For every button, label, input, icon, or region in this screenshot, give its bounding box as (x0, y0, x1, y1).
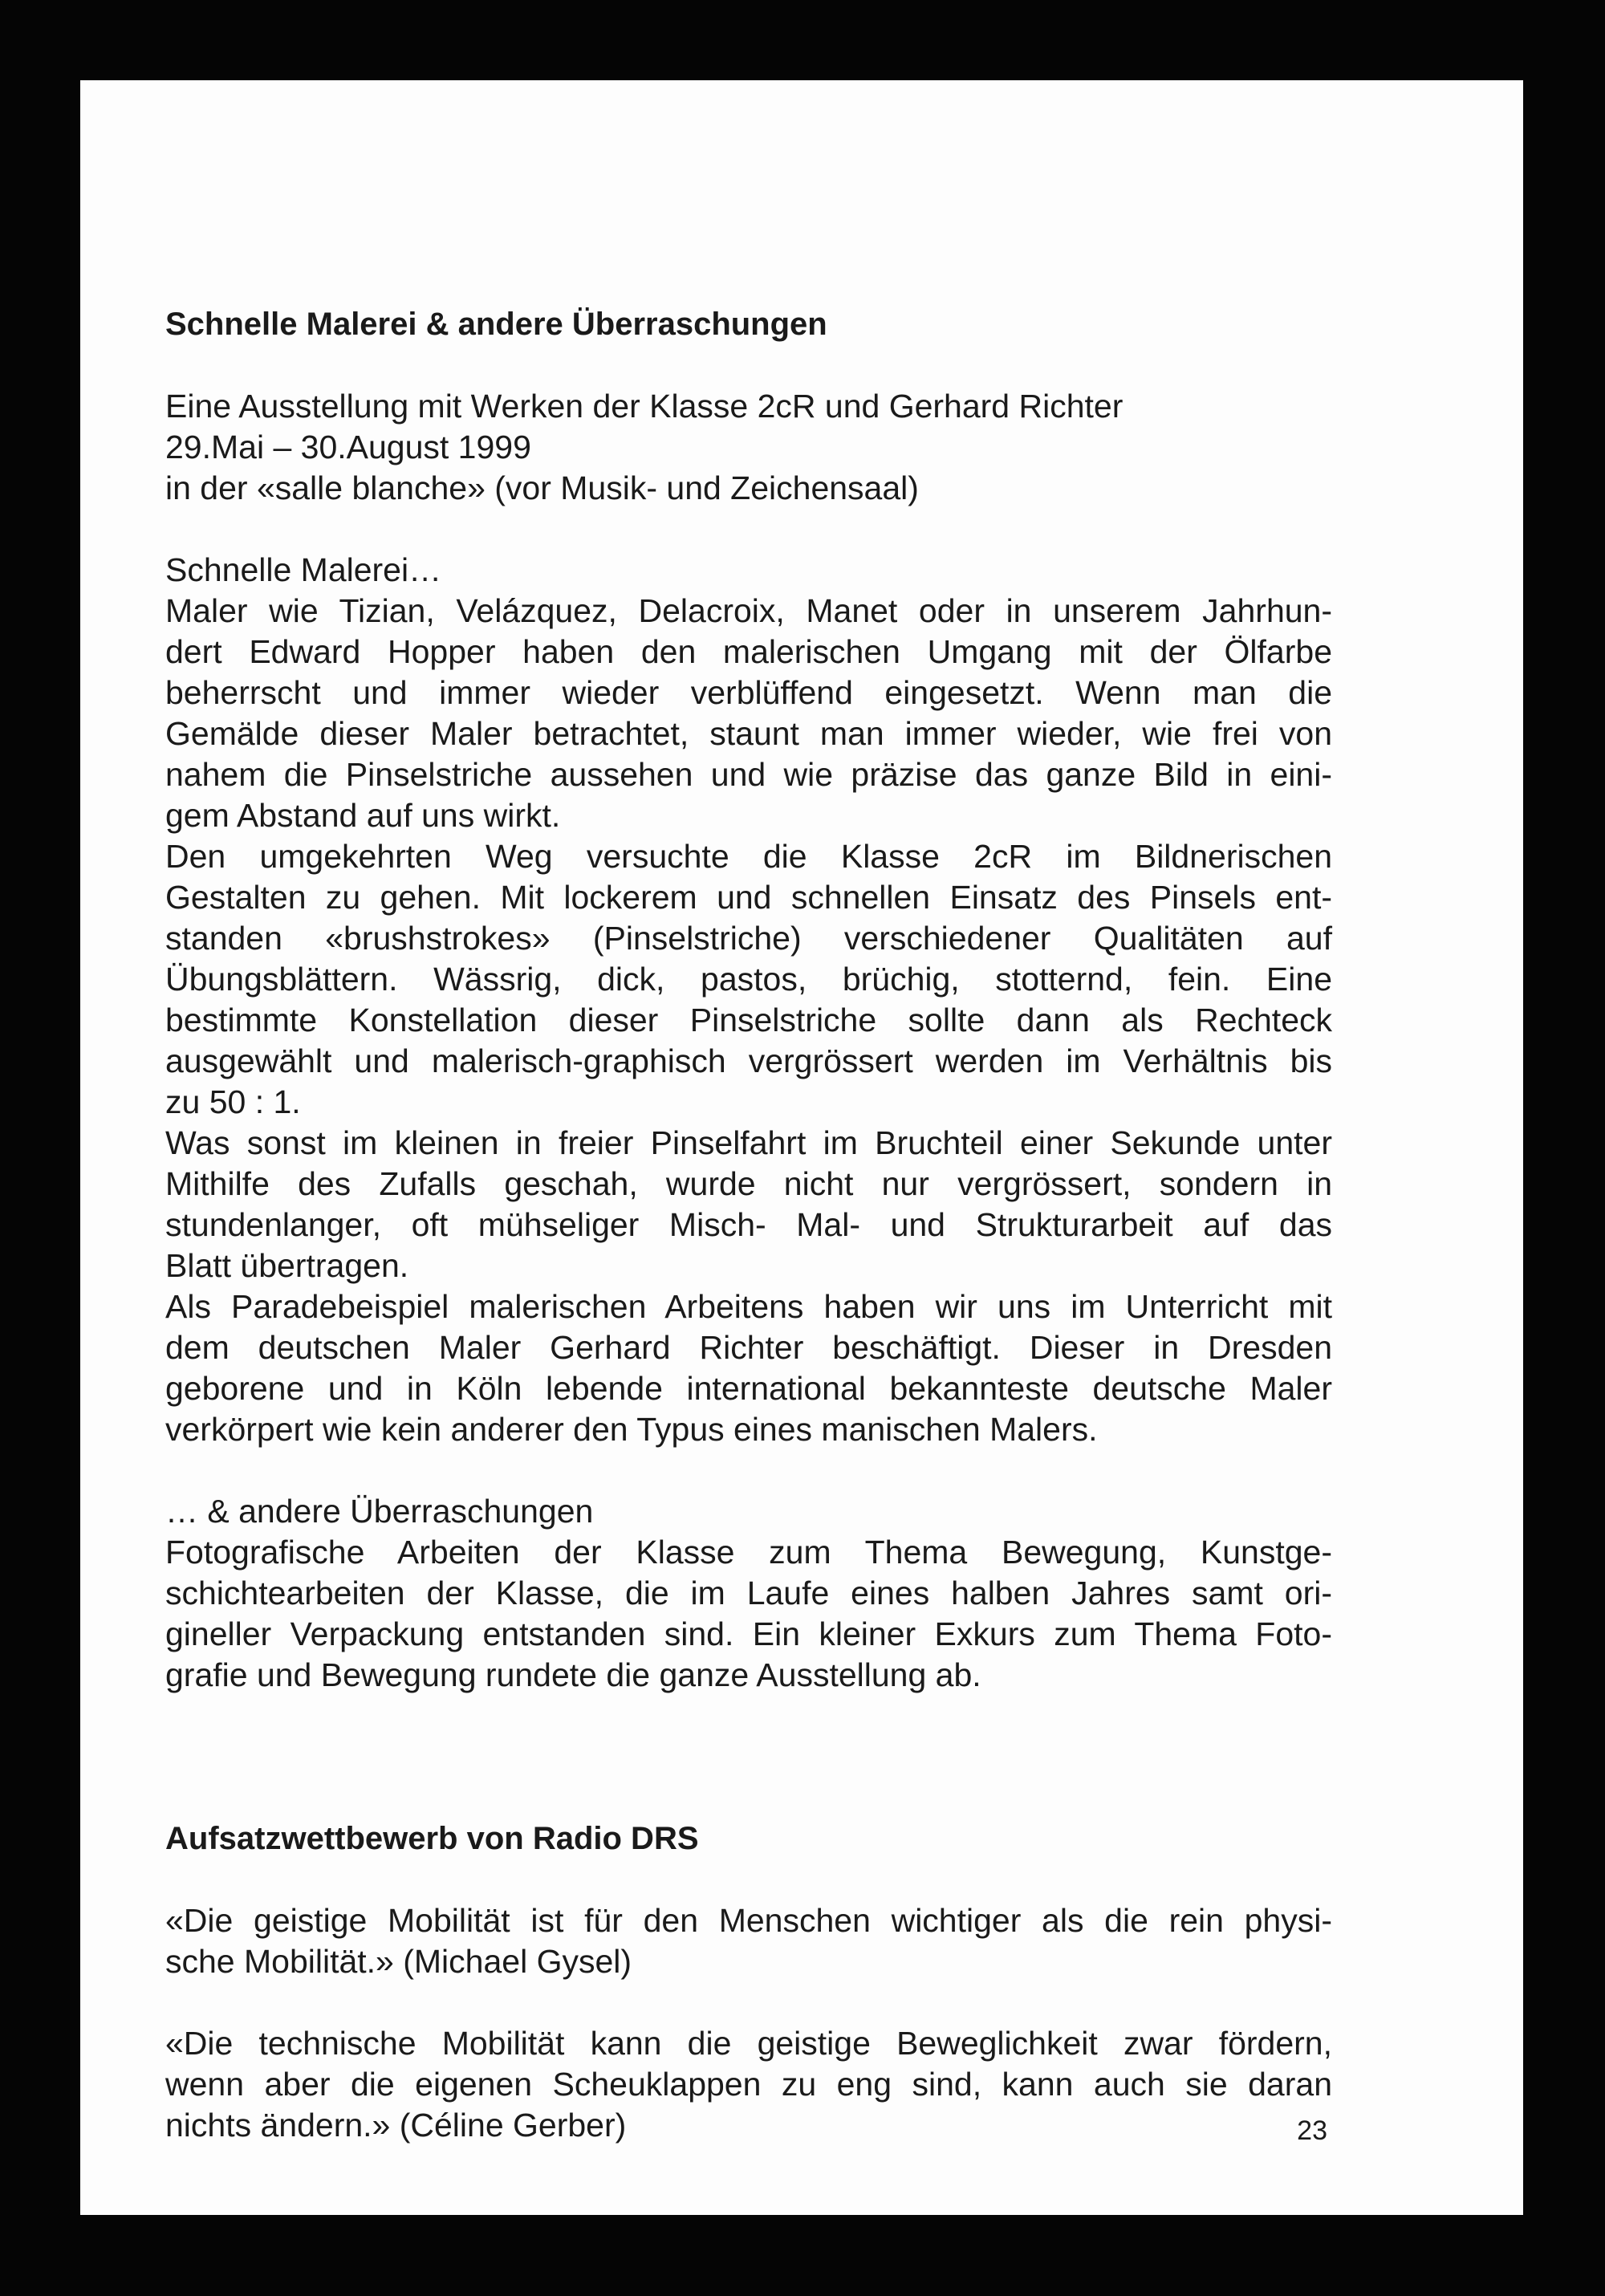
paragraph (165, 836, 1332, 1123)
text-line: ausgewählt und malerisch-graphisch vergrössert werden im Verhältnis bis (165, 1042, 1332, 1079)
text-line: zu 50 : 1. (165, 1083, 301, 1120)
spacer (165, 345, 1332, 386)
heading-text: Schnelle Malerei & andere Überraschungen (165, 307, 827, 342)
text-line: dem deutschen Maler Gerhard Richter beschäftigt. Dieser in Dresden (165, 1329, 1332, 1366)
spacer (165, 1737, 1332, 1778)
text-line: standen «brushstrokes» (Pinselstriche) verschiedener Qualitäten auf (165, 920, 1332, 957)
document-page (80, 80, 1523, 2215)
paragraph (165, 591, 1332, 836)
text-line: sche Mobilität.» (Michael Gysel) (165, 1943, 632, 1980)
text-line: Mithilfe des Zufalls geschah, wurde nicht nur vergrössert, sondern in (165, 1165, 1332, 1202)
spacer (165, 1859, 1332, 1900)
text-line: Eine Ausstellung mit Werken der Klasse 2cR und Gerhard Richter (165, 388, 1124, 425)
text-line: Übungsblättern. Wässrig, dick, pastos, brüchig, stotternd, fein. Eine (165, 961, 1332, 998)
heading-text: Aufsatzwettbewerb von Radio DRS (165, 1821, 699, 1856)
text-line: gineller Verpackung entstanden sind. Ein kleiner Exkurs zum Thema Foto- (165, 1615, 1332, 1652)
text-line: wenn aber die eigenen Scheuklappen zu eng sind, kann auch sie daran (165, 2066, 1332, 2103)
text-line: Als Paradebeispiel malerischen Arbeitens haben wir uns im Unterricht mit (165, 1288, 1332, 1325)
spacer (165, 1696, 1332, 1737)
spacer (165, 509, 1332, 550)
text-line: Den umgekehrten Weg versuchte die Klasse 2cR im Bildnerischen (165, 838, 1332, 875)
text-line: Gestalten zu gehen. Mit lockerem und schnellen Einsatz des Pinsels ent- (165, 879, 1332, 916)
text-line: «Die technische Mobilität kann die geistige Beweglichkeit zwar fördern, (165, 2025, 1332, 2062)
paragraph (165, 1532, 1332, 1696)
label-block (165, 550, 1332, 591)
text-line: grafie und Bewegung rundete die ganze Ausstellung ab. (165, 1656, 981, 1693)
spacer (165, 1450, 1332, 1491)
text-line: beherrscht und immer wieder verblüffend eingesetzt. Wenn man die (165, 674, 1332, 711)
paragraph (165, 2023, 1332, 2146)
page-number: 23 (1297, 2115, 1327, 2146)
text-line: «Die geistige Mobilität ist für den Menschen wichtiger als die rein physi- (165, 1902, 1332, 1939)
section-heading (165, 304, 1332, 345)
text-line: Was sonst im kleinen in freier Pinselfahrt im Bruchteil einer Sekunde unter (165, 1124, 1332, 1161)
document-body (165, 304, 1332, 2146)
spacer (165, 1982, 1332, 2023)
label-block (165, 1491, 1332, 1532)
info-block (165, 386, 1332, 509)
text-line: Maler wie Tizian, Velázquez, Delacroix, Manet oder in unserem Jahrhun- (165, 592, 1332, 629)
text-line: verkörpert wie kein anderer den Typus eines manischen Malers. (165, 1411, 1098, 1448)
text-line: gem Abstand auf uns wirkt. (165, 797, 561, 834)
text-line: nahem die Pinselstriche aussehen und wie präzise das ganze Bild in eini- (165, 756, 1332, 793)
text-line: schichtearbeiten der Klasse, die im Laufe eines halben Jahres samt ori- (165, 1575, 1332, 1611)
paragraph (165, 1900, 1332, 1982)
text-line: 29.Mai – 30.August 1999 (165, 429, 531, 465)
spacer (165, 1778, 1332, 1819)
text-line: geborene und in Köln lebende international bekannteste deutsche Maler (165, 1370, 1332, 1407)
text-line: in der «salle blanche» (vor Musik- und Zeichensaal) (165, 469, 919, 506)
text-line: Fotografische Arbeiten der Klasse zum Thema Bewegung, Kunstge- (165, 1534, 1332, 1571)
paragraph (165, 1123, 1332, 1286)
text-line: dert Edward Hopper haben den malerischen Umgang mit der Ölfarbe (165, 633, 1332, 670)
text-line: … & andere Überraschungen (165, 1493, 594, 1530)
text-line: bestimmte Konstellation dieser Pinselstriche sollte dann als Rechteck (165, 1002, 1332, 1038)
text-line: nichts ändern.» (Céline Gerber) (165, 2107, 627, 2144)
text-line: Gemälde dieser Maler betrachtet, staunt man immer wieder, wie frei von (165, 715, 1332, 752)
text-line: Blatt übertragen. (165, 1247, 409, 1284)
paragraph (165, 1286, 1332, 1450)
text-line: stundenlanger, oft mühseliger Misch- Mal- und Strukturarbeit auf das (165, 1206, 1332, 1243)
section-heading (165, 1819, 1332, 1859)
text-line: Schnelle Malerei… (165, 551, 442, 588)
